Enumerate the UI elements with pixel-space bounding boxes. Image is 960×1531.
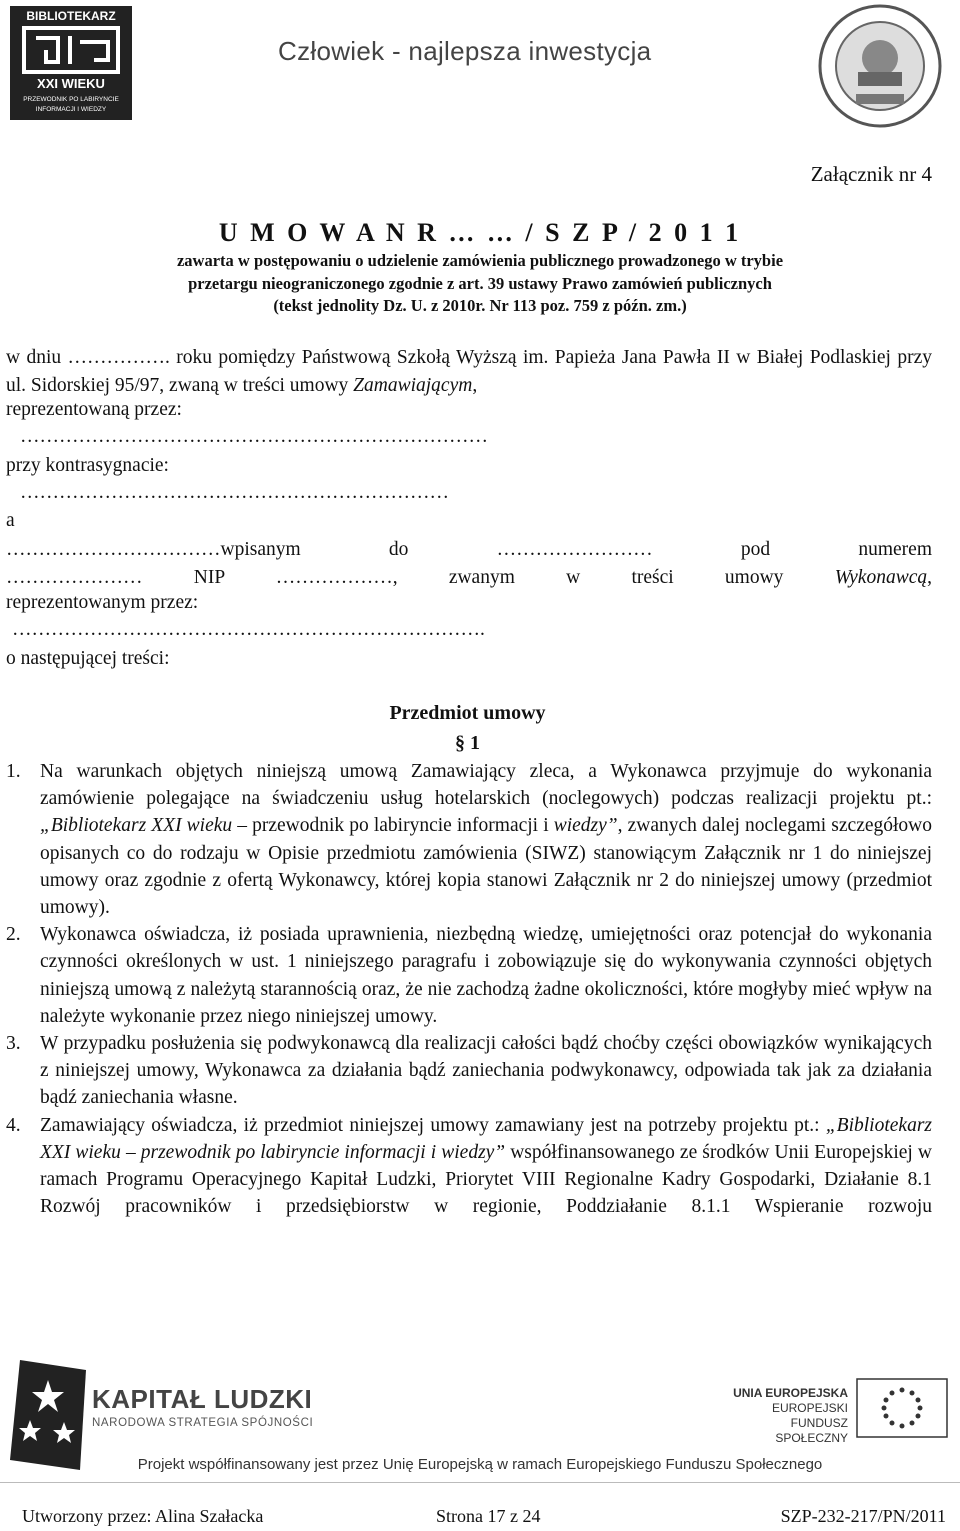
eu-line-3: FUNDUSZ SPOŁECZNY [775,1416,848,1445]
contractor-line-2 [6,564,932,592]
project-name: „Bibliotekarz XXI wieku – przewodnik po labiryncie informacji i wiedzy” [40,1114,932,1163]
contract-clauses [6,758,932,1220]
represented-by-label: reprezentowaną przez: [6,399,182,420]
university-seal-logo [818,4,942,128]
section-title: Przedmiot umowy [389,702,546,724]
clause-number: 4. [6,1114,21,1136]
clause-1 [6,758,932,921]
contractor-line-1: ……………………………wpisanym do …………………… pod numerem [6,539,932,560]
countersign-label: przy kontrasygnacie: [6,455,169,476]
clause-text: współfinansowanego ze środków Unii Europejskiej w ramach Programu Operacyjnego Kapitał Ludzki, Priorytet VIII Regionalne Kadry Gospodarki, Działanie 8.1 Rozwój pracowników i przedsiębiorstw w regionie, Poddziałanie 8.1.1 Wspieranie rozwoju [40,1141,932,1218]
kl-title: KAPITAŁ LUDZKI [92,1384,313,1414]
blank-line-3: ………………………………………………………………. [12,619,485,640]
clause-4 [6,1112,932,1221]
eu-logo-text [730,1386,848,1446]
parties-text-end: , [472,374,478,396]
footer-page-number: Strona 17 z 24 [436,1506,541,1526]
conjunction-a: a [6,510,15,531]
svg-text:INFORMACJI I WIEDZY: INFORMACJI I WIEDZY [35,106,107,113]
clause-text: – przewodnik po labiryncie informacji i [232,815,554,837]
project-name: „Bibliotekarz XXI wieku [40,815,233,837]
clause-text: Wykonawca oświadcza, iż posiada uprawnienia, niezbędną wiedzę, umiejętności oraz potencjał do wykonania czynności określonych w ust. 1 niniejszego paragrafu i zobowiązuje się do wykonywania czynności objętych niniejszą umową z należytą starannością oraz, że nie zachodzą żadne okoliczności, które mogłyby mieć wpływ na należyte wykonanie przez niego niniejszej umowy. [40,924,932,1027]
bibliotekarz-logo [10,6,132,120]
clause-number: 2. [6,924,21,946]
project-cofinancing-note: Projekt współfinansowany jest przez Unię Europejską w ramach Europejskiego Funduszu Społecznego [137,1456,823,1473]
clause-number: 3. [6,1033,21,1055]
project-name-end: wiedzy” [553,815,618,837]
contractor-line-2-end: , [927,567,932,588]
contractor-line-2-text: ………………… NIP ………………, zwanym w treści umowy [6,567,835,588]
footer-author: Utworzony przez: Alina Szałacka [22,1506,264,1526]
kl-subtitle: NARODOWA STRATEGIA SPÓJNOŚCI [92,1417,314,1429]
blank-line-1: ……………………………………………………………… [20,426,488,447]
clause-text: Na warunkach objętych niniejszą umową Zamawiający zleca, a Wykonawca przyjmuje do wykonania zamówienie polegające na świadczeniu usług hotelarskich (noclegowych) podczas realizacji projektu pt.: [40,761,932,810]
clause-2 [6,921,932,1030]
annex-label: Załącznik nr 4 [810,162,932,186]
blank-line-2: ………………………………………………………… [20,482,449,503]
kapital-ludzki-stars-icon [10,1360,86,1470]
clause-text: , zwanych dalej noclegami szczegółowo opisanych co do rodzaju w Opisie przedmiotu zamówienia (SIWZ) stanowiącym Załącznik nr 1 do niniejszej umowy oraz zgodnie z ofertą Wykonawcy, której kopia stanowi Załącznik nr 2 do niniejszej umowy (przedmiot umowy). [40,815,933,919]
eu-line-1: UNIA EUROPEJSKA [733,1386,848,1400]
parties-text: w dniu ……………. roku pomiędzy Państwową Szkołą Wyższą im. Papieża Jana Pawła II w Białej Podlaskiej przy ul. Sidorskiej 95/97, zwaną w treści umowy [6,347,932,396]
parties-paragraph [6,344,932,399]
clause-text: Zamawiający oświadcza, iż przedmiot niniejszej umowy zamawiany jest na potrzeby projektu pt.: [40,1114,826,1136]
contract-subtitle-3: (tekst jednolity Dz. U. z 2010r. Nr 113 poz. 759 z późn. zm.) [273,296,687,315]
clause-text: W przypadku posłużenia się podwykonawcą dla realizacji całości bądź choćby części obowiązków wynikających z niniejszej umowy, Wykonawca za działania bądź zaniechania podwykonawcy, odpowiada tak jak za działania bądź zaniechania własne. [40,1033,932,1109]
eu-line-2: EUROPEJSKI [771,1401,848,1415]
paragraph-number: § 1 [455,732,480,754]
clause-number: 1. [6,761,21,782]
clause-3 [6,1030,932,1112]
footer-reference: SZP-232-217/PN/2011 [780,1506,946,1526]
contract-subtitle-1: zawarta w postępowaniu o udzielenie zamówienia publicznego prowadzonego w trybie [176,251,784,270]
footer-divider [0,1482,960,1483]
following-content-label: o następującej treści: [6,648,170,669]
svg-text:PRZEWODNIK PO LABIRYNCIE: PRZEWODNIK PO LABIRYNCIE [23,96,119,103]
svg-text:XXI WIEKU: XXI WIEKU [37,76,105,91]
header-slogan: Człowiek - najlepsza inwestycja [278,36,652,66]
contract-title: U M O W A N R … … / S Z P / 2 0 1 1 [218,218,742,247]
represented-by-label-2: reprezentowanym przez: [6,592,199,613]
zamawiajacy-term: Zamawiającym [353,374,473,396]
contract-subtitle-2: przetargu nieograniczonego zgodnie z art. 39 ustawy Prawo zamówień publicznych [188,273,772,293]
svg-text:BIBLIOTEKARZ: BIBLIOTEKARZ [26,9,116,23]
eu-flag-icon [856,1378,948,1438]
kapital-ludzki-logo [92,1384,313,1429]
wykonawca-term: Wykonawcą [834,567,928,588]
